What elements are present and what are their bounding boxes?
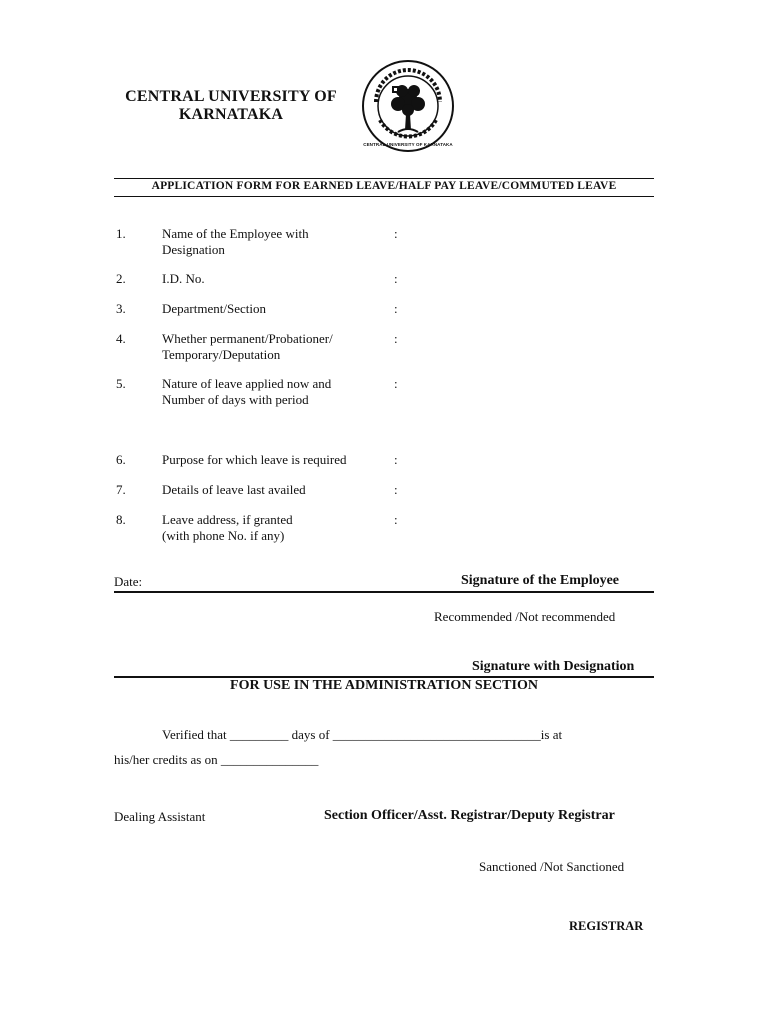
field-number: 5.: [116, 376, 126, 391]
field-label: Leave address, if granted (with phone No. if any): [162, 512, 293, 543]
field-separator: :: [394, 271, 398, 286]
field-separator: :: [394, 482, 398, 497]
field-separator: :: [394, 226, 398, 241]
field-separator: :: [394, 301, 398, 316]
verified-line: Verified that _________ days of ________________________________is at: [162, 727, 563, 742]
recommendation-text: Recommended /Not recommended: [434, 609, 616, 624]
field-separator: :: [394, 376, 398, 391]
university-name: CENTRAL UNIVERSITY OF KARNATAKA: [125, 88, 337, 123]
field-number: 3.: [116, 301, 126, 316]
date-rule: [114, 591, 654, 593]
field-number: 2.: [116, 271, 126, 286]
signature-designation-label: Signature with Designation: [472, 659, 635, 674]
field-separator: :: [394, 452, 398, 467]
field-number: 1.: [116, 226, 126, 241]
field-label: Department/Section: [162, 301, 266, 316]
field-number: 6.: [116, 452, 126, 467]
officer-signature-label: Section Officer/Asst. Registrar/Deputy Registrar: [324, 808, 615, 823]
title-top-rule: [114, 178, 654, 179]
form-title: APPLICATION FORM FOR EARNED LEAVE/HALF PAY LEAVE/COMMUTED LEAVE: [151, 180, 617, 192]
dealing-assistant-label: Dealing Assistant: [114, 809, 206, 824]
field-label: Name of the Employee with Designation: [162, 226, 309, 257]
field-separator: :: [394, 331, 398, 346]
logo-caption: CENTRAL UNIVERSITY OF KARNATAKA: [363, 142, 453, 147]
field-label: Purpose for which leave is required: [162, 452, 347, 467]
employee-signature-label: Signature of the Employee: [461, 573, 620, 588]
date-label: Date:: [114, 574, 143, 589]
field-label: Nature of leave applied now and Number of days with period: [162, 376, 332, 407]
field-separator: :: [394, 512, 398, 527]
tree-emblem-icon: [360, 58, 456, 154]
sanction-text: Sanctioned /Not Sanctioned: [479, 859, 625, 874]
field-label: Whether permanent/Probationer/ Temporary/Deputation: [162, 331, 333, 362]
field-label: I.D. No.: [162, 271, 205, 286]
field-label: Details of leave last availed: [162, 482, 306, 497]
field-number: 8.: [116, 512, 126, 527]
credits-line: his/her credits as on _______________: [114, 752, 319, 767]
registrar-label: REGISTRAR: [569, 919, 644, 933]
field-number: 7.: [116, 482, 126, 497]
title-bottom-rule: [114, 196, 654, 197]
admin-section-heading: FOR USE IN THE ADMINISTRATION SECTION: [230, 678, 538, 693]
field-number: 4.: [116, 331, 126, 346]
